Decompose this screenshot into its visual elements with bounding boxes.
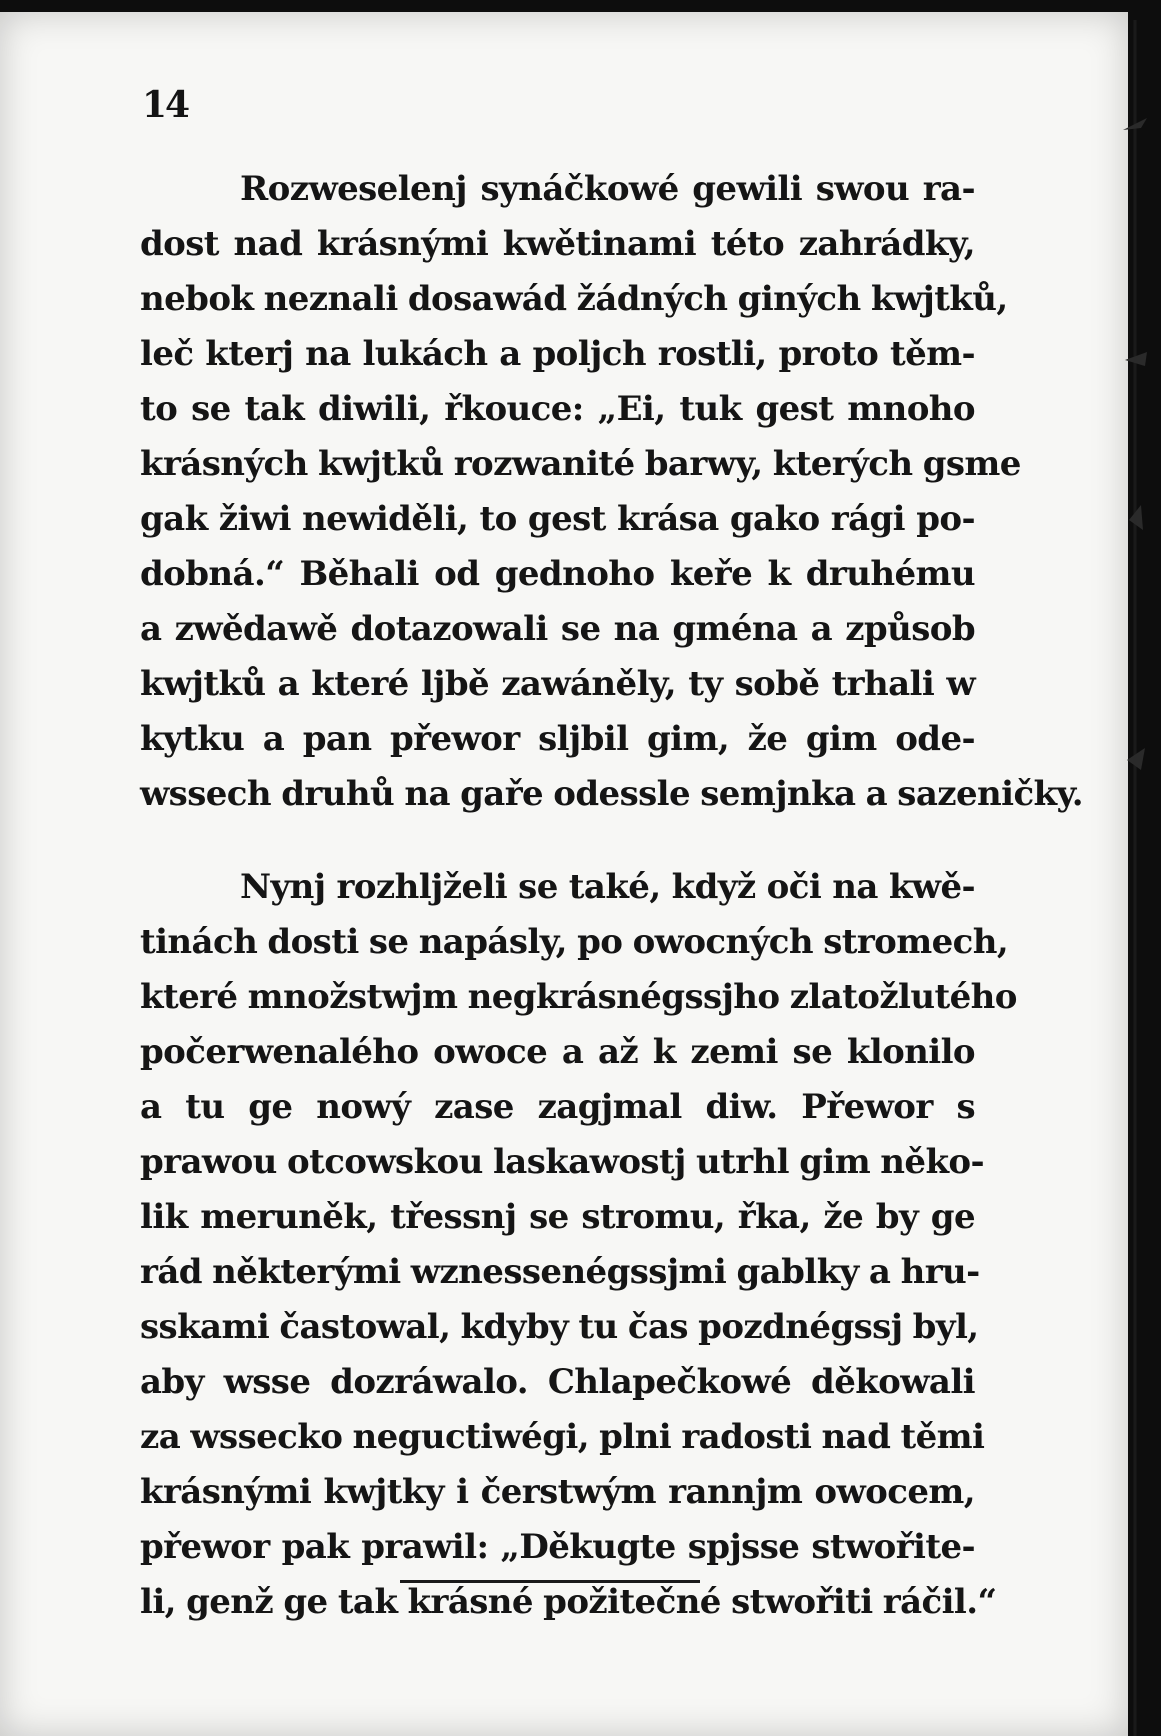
text-line: nebok neznali dosawád žádných giných kwjtků, [140, 279, 1008, 319]
page-edge-marks [1101, 0, 1161, 1736]
text-line: lik meruněk, třessnj se stromu, řka, že by ge [140, 1197, 975, 1237]
text-line: dost nad krásnými kwětinami této zahrádky, [140, 224, 975, 264]
text-line: počerwenalého owoce a až k zemi se klonilo [140, 1032, 975, 1072]
text-line: dobná.“ Běhali od gednoho keře k druhému [140, 554, 975, 594]
text-line: to se tak diwili, řkouce: „Ei, tuk gest mnoho [140, 389, 975, 429]
text-line: leč kterj na lukách a poljch rostli, proto těm- [140, 334, 975, 374]
text-line: kytku a pan přewor sljbil gim, že gim ode- [140, 719, 975, 759]
text-line: prawou otcowskou laskawostj utrhl gim něko- [140, 1142, 985, 1182]
body-text [140, 162, 1084, 1630]
text-line: Rozweselenj synáčkowé gewili swou ra- [240, 169, 975, 209]
text-line: kwjtků a které ljbě zawáněly, ty sobě trhali w [140, 664, 975, 704]
text-line: sskami častowal, kdyby tu čas pozdnégssj byl, [140, 1307, 979, 1347]
text-line: Nynj rozhljželi se také, když oči na kwě- [240, 867, 975, 907]
text-line: které množstwjm negkrásnégssjho zlatožlutého [140, 977, 1017, 1017]
text-line: a zwědawě dotazowali se na gména a způsob [140, 609, 975, 649]
text-line: krásnými kwjtky i čerstwým rannjm owocem, [140, 1472, 975, 1512]
book-page [0, 12, 1128, 1736]
text-line: rád některými wznessenégssjmi gablky a hru- [140, 1252, 980, 1292]
text-line: wssech druhů na gaře odessle semjnka a sazeničky. [140, 774, 1084, 814]
text-line: přewor pak prawil: „Děkugte spjsse stwořite- [140, 1527, 975, 1567]
text-line: za wssecko neguctiwégi, plni radosti nad těmi [140, 1417, 985, 1457]
text-line: gak žiwi newiděli, to gest krása gako rági po- [140, 499, 975, 539]
paragraph-2 [140, 860, 1017, 1630]
text-line: a tu ge nowý zase zagjmal diw. Přewor s [140, 1087, 975, 1127]
paragraph-spacer [140, 822, 975, 860]
text-line: li, genž ge tak krásné požitečné stwořiti ráčil.“ [140, 1582, 997, 1622]
text-line: tinách dosti se napásly, po owocných stromech, [140, 922, 1009, 962]
closing-rule [400, 1580, 700, 1583]
text-line: krásných kwjtků rozwanité barwy, kterých gsme [140, 444, 1021, 484]
scan-top-border [0, 0, 1161, 12]
page-number: 14 [142, 84, 189, 126]
paragraph-1 [140, 162, 1084, 822]
text-line: aby wsse dozráwalo. Chlapečkowé děkowali [140, 1362, 975, 1402]
